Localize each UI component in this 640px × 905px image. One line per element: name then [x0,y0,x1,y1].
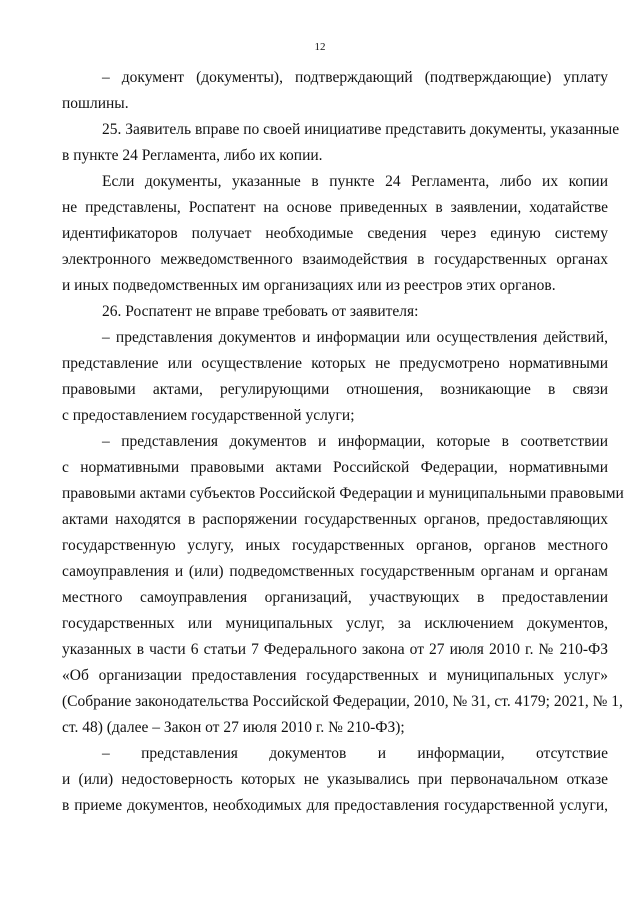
text-line: 26. Роспатент не вправе требовать от заявителя: [102,303,419,320]
text-line: – представления документов и информации или осуществления действий, [102,329,608,346]
text-line: ст. 48) (далее – Закон от 27 июля 2010 г. № 210-ФЗ); [62,719,405,736]
text-line: – документ (документы), подтверждающий (подтверждающие) уплату [102,69,608,86]
text-line: в пункте 24 Регламента, либо их копии. [62,147,323,164]
text-line: пошлины. [62,95,129,112]
text-line: 25. Заявитель вправе по своей инициативе представить документы, указанные [102,121,620,138]
text-line: с нормативными правовыми актами Российской Федерации, нормативными [62,459,608,476]
text-line: не представлены, Роспатент на основе приведенных в заявлении, ходатайстве [62,199,608,216]
text-line: государственных или муниципальных услуг, за исключением документов, [62,615,608,632]
text-line: в приеме документов, необходимых для предоставления государственной услуги, [62,797,608,814]
text-line: (Собрание законодательства Российской Федерации, 2010, № 31, ст. 4179; 2021, № 1, [62,693,623,710]
text-line: государственную услугу, иных государственных органов, органов местного [62,537,608,554]
text-line: указанных в части 6 статьи 7 Федерального закона от 27 июля 2010 г. № 210-ФЗ [62,641,608,658]
text-line: идентификаторов получает необходимые сведения через единую систему [62,225,608,242]
text-line: местного самоуправления организаций, участвующих в предоставлении [62,589,608,606]
text-line: представление или осуществление которых не предусмотрено нормативными [62,355,608,372]
text-line: правовыми актами субъектов Российской Федерации и муниципальными правовыми [62,485,624,502]
text-line: «Об организации предоставления государственных и муниципальных услуг» [62,667,608,684]
text-line: с предоставлением государственной услуги; [62,407,355,424]
text-line: самоуправления и (или) подведомственных государственным органам и органам [62,563,608,580]
text-line: правовыми актами, регулирующими отношения, возникающие в связи [62,381,608,398]
text-line: Если документы, указанные в пункте 24 Регламента, либо их копии [102,173,608,190]
text-line: – представления документов и информации, отсутствие [102,745,608,762]
page-number: 12 [314,41,326,53]
text-line: актами находятся в распоряжении государственных органов, предоставляющих [62,511,608,528]
text-line: – представления документов и информации, которые в соответствии [102,433,608,450]
text-line: и (или) недостоверность которых не указывались при первоначальном отказе [62,771,608,788]
text-line: и иных подведомственных им организациях или из реестров этих органов. [62,277,556,294]
text-line: электронного межведомственного взаимодействия в государственных органах [62,251,608,268]
